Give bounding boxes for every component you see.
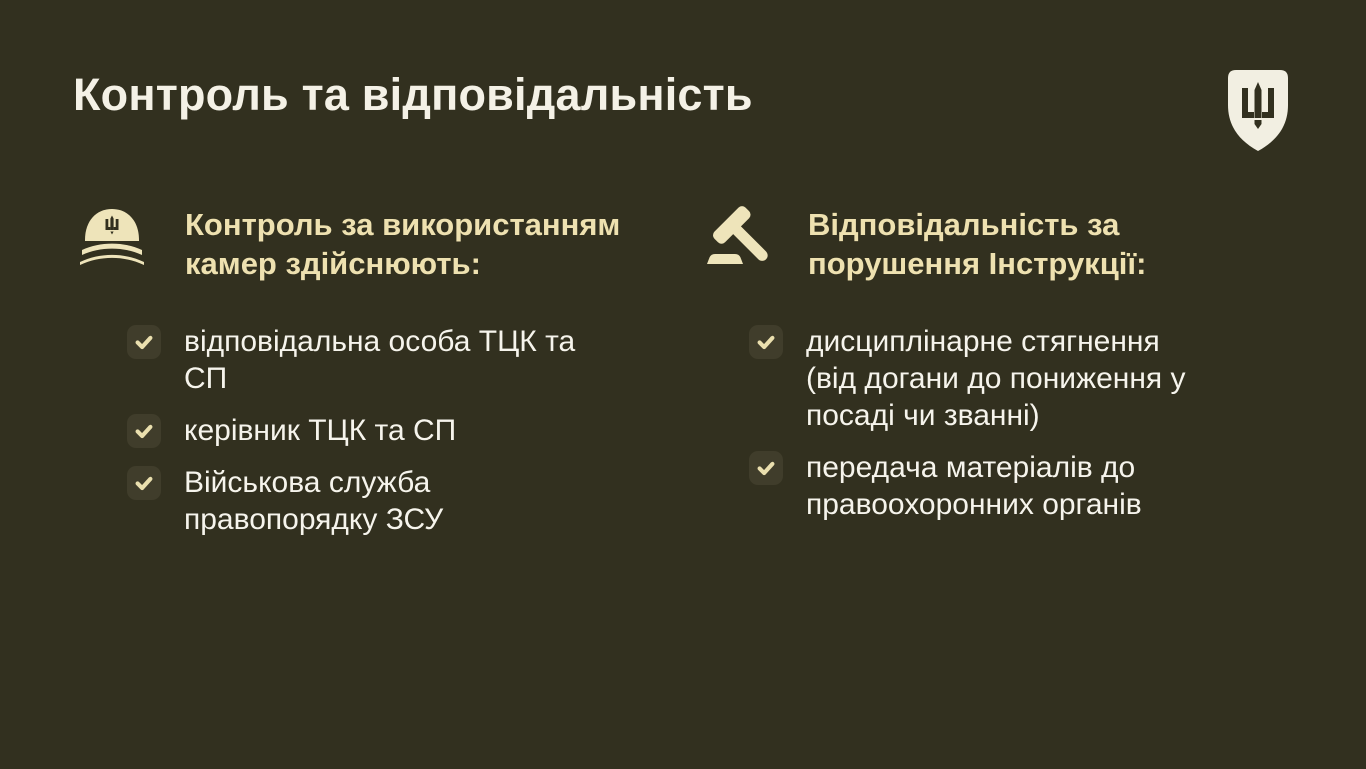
column-control-header	[78, 202, 638, 283]
column-responsibility-heading: Відповідальність за порушення Інструкції:	[808, 207, 1147, 281]
list-item	[749, 323, 1300, 434]
list-item-text: Військова служба правопорядку ЗСУ	[184, 466, 444, 536]
checkmark-icon	[127, 466, 161, 500]
checkmark-icon	[749, 325, 783, 359]
checkmark-icon	[749, 451, 783, 485]
gavel-icon	[700, 202, 780, 275]
list-item-text: керівник ТЦК та СП	[184, 414, 457, 447]
list-item	[749, 449, 1300, 523]
list-item	[127, 464, 638, 538]
shield-trident-icon	[1224, 68, 1292, 152]
column-responsibility-items	[749, 323, 1300, 523]
list-item-text: відповідальна особа ТЦК та СП	[184, 325, 576, 395]
list-item-text: передача матеріалів до правоохоронних органів	[806, 451, 1142, 521]
checkmark-icon	[127, 414, 161, 448]
column-control-heading: Контроль за використанням камер здійснюють:	[185, 207, 621, 281]
checkmark-icon	[127, 325, 161, 359]
column-control-items	[127, 323, 638, 538]
list-item	[127, 323, 638, 397]
page-title: Контроль та відповідальність	[73, 69, 753, 120]
list-item-text: дисциплінарне стягнення (від догани до пониження у посаді чи званні)	[806, 325, 1186, 432]
list-item	[127, 412, 638, 449]
column-control	[78, 202, 638, 553]
column-responsibility	[700, 202, 1300, 538]
column-responsibility-header	[700, 202, 1300, 283]
military-cap-icon	[78, 202, 146, 275]
